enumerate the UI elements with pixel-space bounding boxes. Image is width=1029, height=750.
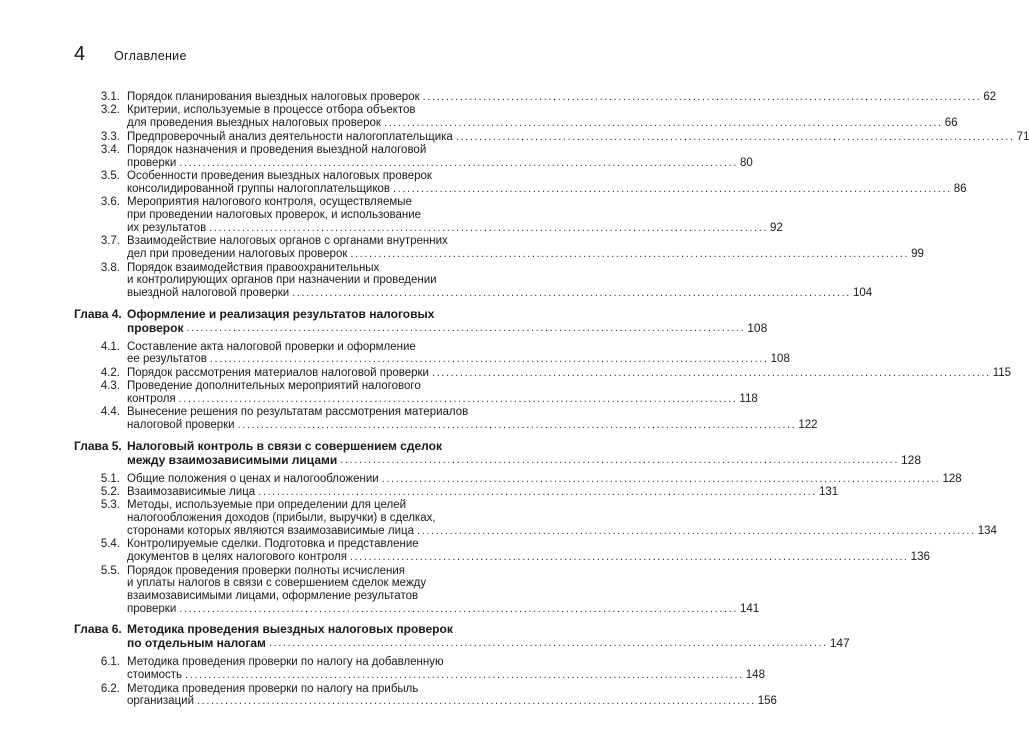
entry-title-text: Порядок планирования выездных налоговых проверок (127, 91, 420, 103)
page-ref: 80 (740, 156, 753, 169)
page-ref: 148 (745, 669, 765, 682)
dot-leader: ........................................................................................................................ (209, 353, 769, 366)
dot-leader: ........................................................................................................................ (381, 472, 941, 485)
entry-title-line: Налоговый контроль в связи с совершением сделок (127, 438, 442, 453)
entry-title (127, 340, 790, 367)
dot-leader: ........................................................................................................................ (268, 637, 828, 650)
dot-leader: ........................................................................................................................ (431, 366, 991, 379)
section-number: 3.4. (100, 144, 120, 156)
entry-title-line: Методика проведения выездных налоговых проверок (127, 622, 453, 637)
entry-title-text: организаций (127, 695, 195, 708)
running-title: Оглавление (114, 49, 187, 63)
entry-title (127, 366, 1012, 380)
dot-leader: ........................................................................................................................ (237, 419, 797, 432)
entry-title-line (127, 602, 760, 616)
dot-leader: ........................................................................................................................ (179, 156, 738, 169)
entry-title-line: Мероприятия налогового контроля, осуществляемые (127, 196, 412, 209)
page-ref: 156 (757, 695, 777, 708)
entry-title-text: проверок (127, 320, 184, 335)
dot-leader: ........................................................................................................................ (258, 486, 817, 498)
entry-title-text: Общие положения о ценах и налогообложении (127, 472, 379, 485)
entry-title-line (127, 486, 839, 499)
dot-leader: ........................................................................................................................ (393, 182, 952, 195)
chapter-number: Глава 5. (74, 438, 122, 453)
dot-leader: ........................................................................................................................ (185, 669, 744, 682)
dot-leader: ........................................................................................................................ (186, 321, 746, 334)
entry-title (127, 380, 758, 406)
entry-title-text: их результатов (127, 221, 207, 234)
dot-leader: ........................................................................................................................ (179, 602, 738, 615)
page-ref: 62 (983, 91, 997, 103)
entry-title-line (127, 117, 958, 130)
entry-title (127, 564, 760, 616)
entry-title (127, 656, 765, 682)
section-number: 4.1. (100, 340, 120, 353)
section-number: 3.8. (100, 261, 120, 274)
entry-title-text: между взаимозависимыми лицами (127, 452, 338, 467)
section-number: 5.5. (100, 564, 120, 577)
section-number: 5.4. (100, 538, 120, 551)
dot-leader: ........................................................................................................................ (209, 221, 769, 234)
section-number: 6.2. (100, 682, 120, 695)
entry-title (127, 91, 997, 104)
entry-title-line: Критерии, используемые в процессе отбора объектов (127, 104, 416, 117)
dot-leader: ........................................................................................................................ (416, 524, 976, 537)
entry-title (127, 144, 753, 170)
entry-title-text: Порядок рассмотрения материалов налоговой проверки (127, 366, 429, 379)
section-number: 3.1. (100, 91, 120, 103)
section-number: 3.7. (100, 235, 120, 248)
entry-title-line (127, 392, 758, 406)
page-ref: 92 (770, 221, 783, 234)
entry-title-line (127, 452, 922, 467)
entry-title-line: Оформление и реализация результатов налоговых (127, 306, 435, 321)
entry-title-line (127, 636, 850, 651)
entry-title (127, 306, 768, 335)
entry-title-line (127, 130, 1029, 144)
entry-title (127, 486, 839, 499)
entry-title-line: Проведение дополнительных мероприятий налогового (127, 380, 421, 393)
entry-title-line: Порядок проведения проверки полноты исчисления (127, 564, 405, 577)
entry-title (127, 170, 967, 196)
dot-leader: ........................................................................................................................ (178, 392, 738, 405)
entry-title (127, 235, 924, 261)
section-number: 5.3. (100, 499, 120, 512)
page-ref: 131 (818, 486, 839, 498)
entry-title-text: для проведения выездных налоговых проверок (127, 117, 381, 130)
entry-title-text: консолидированной группы налогоплательщиков (127, 182, 391, 195)
entry-title-line (127, 182, 967, 196)
page-ref: 104 (852, 287, 873, 300)
entry-title-line (127, 551, 930, 564)
entry-title-text: выездной налоговой проверки (127, 287, 290, 300)
entry-title-line (127, 156, 753, 170)
entry-title-line: при проведении налоговых проверок, и использование (127, 209, 422, 222)
entry-title (127, 196, 783, 234)
entry-title (127, 104, 958, 130)
entry-title-line: Методы, используемые при определении для целей (127, 499, 407, 512)
page-ref: 115 (992, 366, 1012, 379)
entry-title-line: налогообложения доходов (прибыли, выручки) в сделках, (127, 512, 436, 525)
entry-title-line (127, 669, 765, 682)
section-number: 5.1. (100, 472, 120, 485)
section-number: 5.2. (100, 486, 120, 498)
section-number: 4.2. (100, 366, 120, 379)
entry-title-line (127, 353, 790, 366)
entry-title-line: Вынесение решения по результатам рассмотрения материалов (127, 406, 469, 419)
page-number: 4 (74, 43, 86, 65)
dot-leader: ........................................................................................................................ (197, 695, 756, 708)
chapter-number: Глава 6. (74, 622, 122, 637)
page-ref: 86 (953, 182, 967, 195)
entry-title-line (127, 472, 962, 486)
dot-leader: ........................................................................................................................ (455, 130, 1015, 143)
entry-title-text: Взаимозависимые лица (127, 486, 256, 498)
dot-leader: ........................................................................................................................ (350, 248, 910, 261)
page-ref: 147 (829, 636, 850, 651)
entry-title-line: Составление акта налоговой проверки и оформление (127, 340, 416, 353)
entry-title-line: и уплаты налогов в связи с совершением сделок между (127, 577, 427, 590)
dot-leader: ........................................................................................................................ (383, 117, 943, 130)
entry-title-line: и контролирующих органов при назначении и проведении (127, 274, 437, 287)
entry-title-text: налоговой проверки (127, 419, 235, 432)
entry-title-text: дел при проведении налоговых проверок (127, 248, 348, 261)
page-ref: 108 (770, 353, 790, 366)
page-ref: 128 (901, 452, 922, 467)
entry-title-line: Методика проведения проверки по налогу на прибыль (127, 682, 419, 695)
section-number: 3.2. (100, 104, 120, 117)
entry-title-text: стоимость (127, 669, 183, 682)
entry-title-text: ее результатов (127, 353, 207, 366)
entry-title-text: документов в целях налогового контроля (127, 551, 347, 564)
page-ref: 134 (977, 524, 997, 537)
entry-title-line: взаимозависимыми лицами, оформление результатов (127, 590, 419, 603)
section-number: 6.1. (100, 656, 120, 669)
entry-title-line: Порядок назначения и проведения выездной налоговой (127, 144, 427, 156)
entry-title-text: проверки (127, 602, 177, 615)
entry-title-line (127, 221, 783, 235)
section-number: 4.3. (100, 380, 120, 393)
page-ref: 122 (798, 419, 818, 432)
page-ref: 136 (910, 551, 930, 564)
entry-title (127, 682, 777, 709)
entry-title-line: Контролируемые сделки. Подготовка и представление (127, 538, 419, 551)
page-ref: 66 (944, 117, 958, 130)
dot-leader: ........................................................................................................................ (349, 551, 909, 564)
page-ref: 99 (911, 248, 924, 261)
section-number: 4.4. (100, 406, 120, 419)
entry-title (127, 622, 850, 651)
entry-title-text: сторонами которых являются взаимозависимые лица (127, 524, 414, 537)
entry-title (127, 438, 922, 467)
entry-title-line (127, 248, 924, 261)
entry-title (127, 406, 818, 432)
page-ref: 108 (747, 320, 768, 335)
entry-title-line: Особенности проведения выездных налоговых проверок (127, 170, 432, 183)
entry-title-line: Методика проведения проверки по налогу на добавленную (127, 656, 444, 669)
entry-title-text: проверки (127, 156, 177, 169)
entry-title (127, 130, 1029, 144)
entry-title-line (127, 524, 997, 538)
section-number: 3.5. (100, 170, 120, 183)
page-ref: 71 (1016, 130, 1029, 143)
dot-leader: ........................................................................................................................ (340, 453, 899, 466)
page-ref: 118 (739, 392, 758, 405)
entry-title-line (127, 366, 1012, 380)
entry-title-line (127, 91, 997, 104)
entry-title (127, 472, 962, 486)
entry-title-line: Порядок взаимодействия правоохранительных (127, 261, 380, 274)
entry-title-text: Предпроверочный анализ деятельности налогоплательщика (127, 130, 453, 143)
entry-title (127, 499, 997, 537)
chapter-number: Глава 4. (74, 306, 122, 321)
entry-title (127, 538, 930, 564)
entry-title-text: контроля (127, 392, 176, 405)
entry-title-line (127, 695, 777, 708)
entry-title-line (127, 419, 818, 432)
entry-title-line (127, 320, 768, 335)
entry-title-text: по отдельным налогам (127, 636, 266, 651)
entry-title-line: Взаимодействие налоговых органов с органами внутренних (127, 235, 448, 248)
page-ref: 141 (740, 602, 760, 615)
section-number: 3.3. (100, 130, 120, 143)
dot-leader: ........................................................................................................................ (292, 287, 851, 300)
section-number: 3.6. (100, 196, 120, 209)
entry-title-line (127, 287, 873, 300)
page-ref: 128 (942, 472, 962, 485)
entry-title (127, 261, 873, 300)
dot-leader: ........................................................................................................................ (422, 91, 982, 103)
